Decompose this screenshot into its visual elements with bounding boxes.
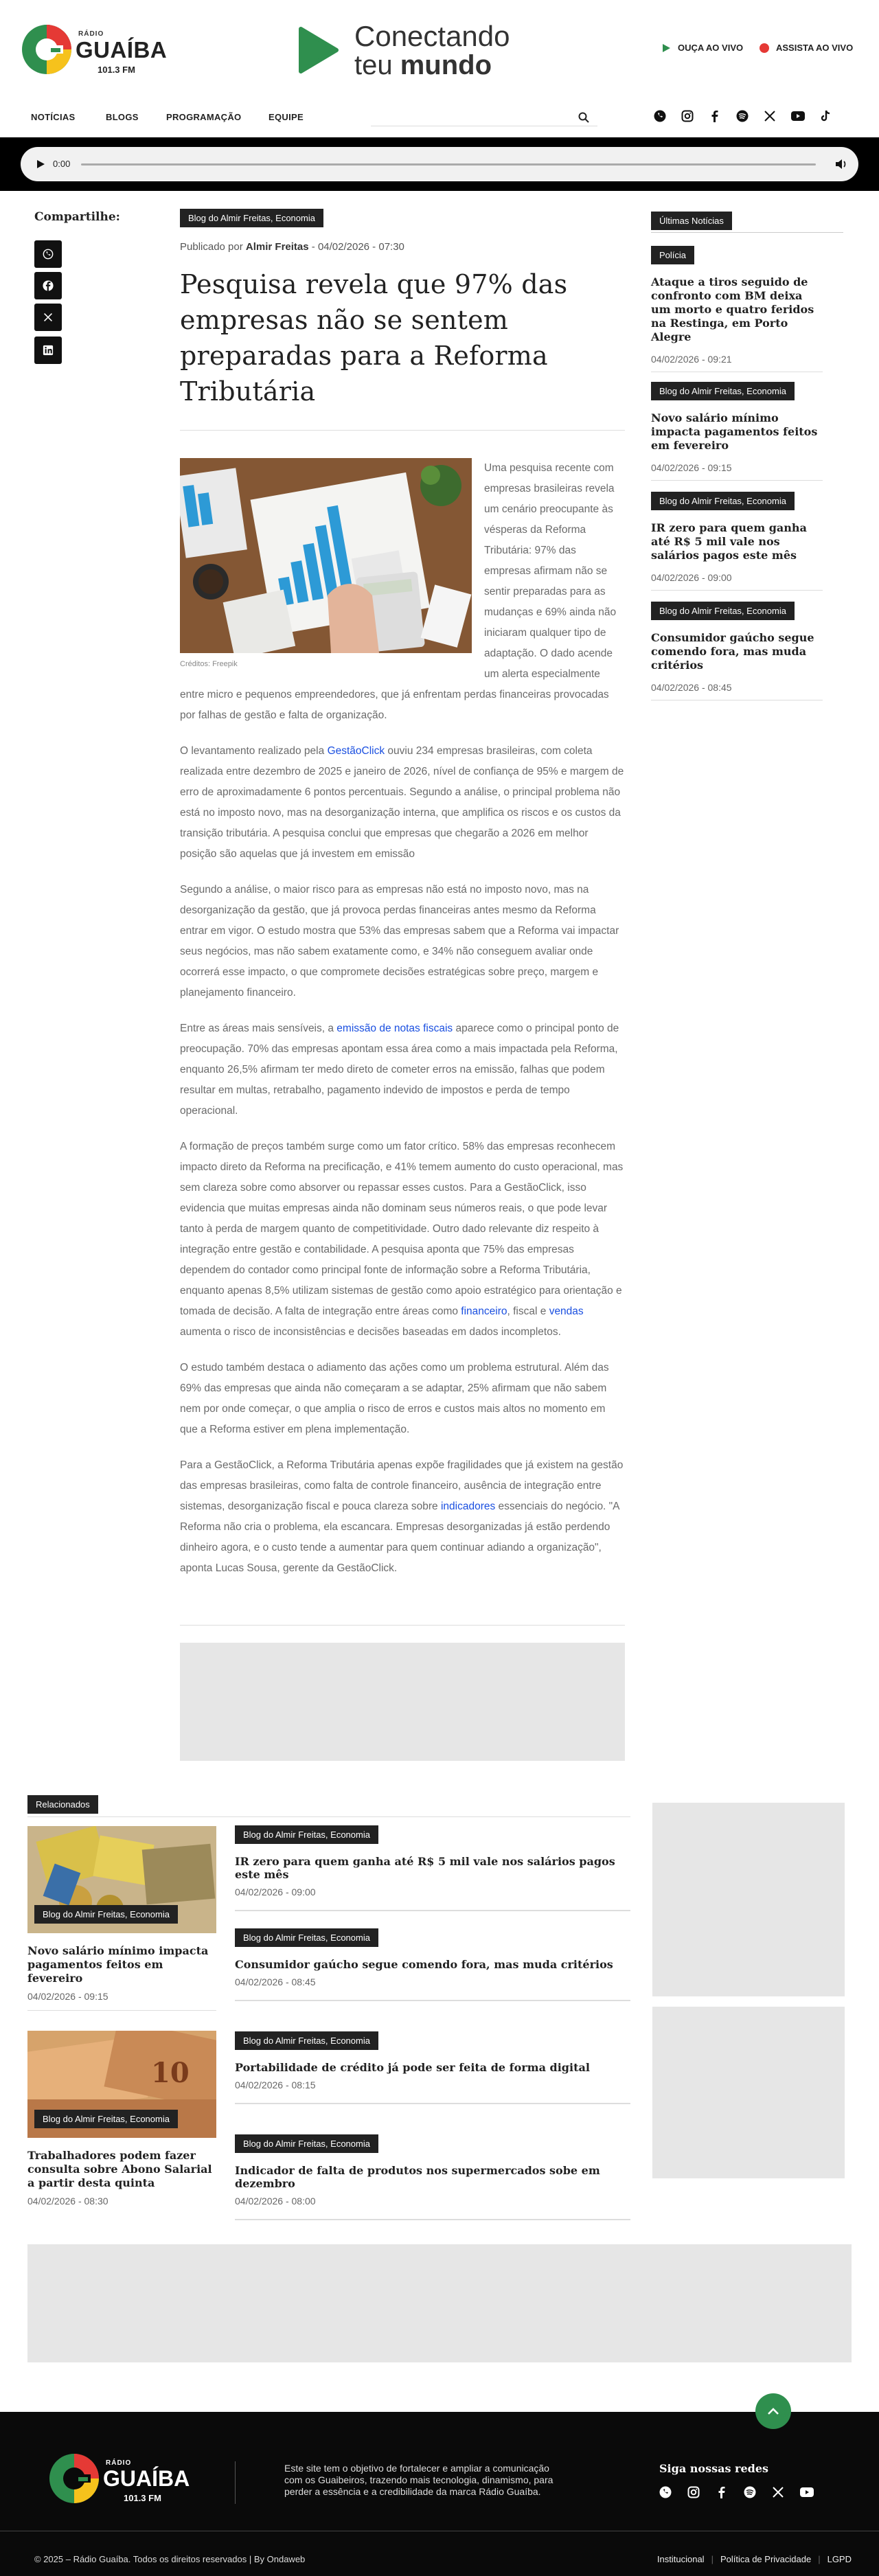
related-card-title[interactable]: Trabalhadores podem fazer consulta sobre Abono Salarial a partir desta quinta (27, 2149, 212, 2189)
share-linkedin-button[interactable] (34, 337, 62, 364)
whatsapp-icon[interactable] (659, 2486, 672, 2498)
paragraph-3: Segundo a análise, o maior risco para as empresas não está no imposto novo, mas na desorganização da gestão, que já provoca perdas financeiras antes mesmo da Reforma entrar em vigor. O estudo mostra que 53% das empresas sabem que a Reforma vai impactar seus negócios, mas não sabem exatamente como, e 34% não conseguem avaliar onde ocorrerá esse impacto, o que compromete decisões estratégicas sobre preço, margem e planejamento financeiro. (180, 884, 619, 999)
related-card-title[interactable]: Novo salário mínimo impacta pagamentos feitos em fevereiro (27, 1944, 209, 1985)
latest-news-sidebar (651, 212, 823, 693)
site-footer (0, 2412, 879, 2576)
sidebar-news-item[interactable] (651, 602, 823, 700)
indicadores-link[interactable]: indicadores (440, 1501, 496, 1512)
radio-guaiba-logo[interactable] (21, 21, 168, 79)
related-card-image[interactable] (27, 1826, 216, 1933)
watch-live-link[interactable] (760, 43, 853, 53)
x-icon[interactable] (764, 110, 776, 122)
logo-brand: GUAÍBA (76, 37, 168, 62)
footer-link-institucional[interactable]: Institucional (657, 2554, 705, 2564)
share-whatsapp-button[interactable] (34, 240, 62, 268)
spotify-icon[interactable] (744, 2486, 756, 2498)
nav-item-noticias[interactable]: NOTÍCIAS (31, 112, 76, 122)
header-banner[interactable] (297, 21, 530, 79)
youtube-icon[interactable] (791, 110, 805, 122)
footer-copyright: © 2025 – Rádio Guaíba. Todos os direitos reservados | By Ondaweb (34, 2554, 306, 2564)
footer-socials (659, 2486, 814, 2498)
related-item-divider (235, 2000, 630, 2001)
financeiro-link[interactable]: financeiro (461, 1306, 507, 1317)
live-dot-icon (760, 43, 769, 53)
nav-item-programacao[interactable]: PROGRAMAÇÃO (166, 112, 242, 122)
chevron-up-icon (767, 2407, 779, 2415)
gestaoclick-link[interactable]: GestãoClick (327, 745, 385, 757)
player-time: 0:00 (53, 159, 71, 169)
article-title: Pesquisa revela que 97% das empresas não se sentem preparadas para a Reforma Tributária (180, 269, 568, 407)
article-figure (180, 458, 472, 670)
related-list-item[interactable] (235, 2134, 630, 2220)
related-card[interactable] (27, 1826, 216, 2011)
ad-slot-side-1[interactable] (652, 1803, 845, 1996)
related-item-title[interactable]: Indicador de falta de produtos nos supermercados sobe em dezembro (235, 2164, 600, 2190)
article-meta (180, 241, 625, 253)
related-list-item[interactable] (235, 2031, 630, 2104)
paragraph-6: O estudo também destaca o adiamento das ações como um problema estrutural. Além das 69% das empresas que ainda não começaram a se adaptar, 25% afirmam que não sabem nem por onde começar, o que amplia o risco de erros e custos mais altos no momento em que a Reforma estiver em plena implementação. (180, 1362, 609, 1435)
published-prefix: Publicado por (180, 241, 243, 253)
banner-line2: teu mundo (354, 50, 492, 80)
image-caption: Créditos: Freepik (180, 660, 238, 668)
listen-live-link[interactable] (661, 43, 743, 53)
footer-logo-frequency: 101.3 FM (124, 2493, 161, 2503)
related-item-date: 04/02/2026 - 08:45 (235, 1976, 316, 1987)
related-item-date: 04/02/2026 - 08:00 (235, 2196, 316, 2207)
related-item-category[interactable]: Blog do Almir Freitas, Economia (235, 1825, 378, 1844)
whatsapp-icon (43, 249, 54, 260)
related-item-title[interactable]: Portabilidade de crédito já pode ser feita de forma digital (235, 2061, 590, 2074)
sidebar-item-category[interactable]: Blog do Almir Freitas, Economia (651, 382, 795, 400)
back-to-top-button[interactable] (755, 2393, 791, 2429)
sidebar-item-date: 04/02/2026 - 08:45 (651, 682, 732, 693)
sidebar-news-item[interactable] (651, 382, 823, 481)
listen-live-label: OUÇA AO VIVO (678, 43, 744, 53)
related-card-category[interactable]: Blog do Almir Freitas, Economia (34, 2110, 178, 2128)
related-item-date: 04/02/2026 - 08:15 (235, 2079, 316, 2090)
footer-about: Este site tem o objetivo de fortalecer e ampliar a comunicação com os Guaibeiros, trazendo mais tecnologia, dinamismo, para perder a essência e a credibilidade da marca Rádio Guaíba. (284, 2463, 553, 2497)
play-icon[interactable] (36, 159, 45, 169)
related-item-divider (235, 2103, 630, 2104)
share-facebook-button[interactable] (34, 272, 62, 299)
latest-news-heading: Últimas Notícias (651, 212, 732, 230)
article-date: - 04/02/2026 - 07:30 (311, 241, 404, 253)
sidebar-news-item[interactable] (651, 246, 823, 372)
related-card-date: 04/02/2026 - 09:15 (27, 1991, 109, 2002)
watch-live-label: ASSISTA AO VIVO (776, 43, 854, 53)
article-body (180, 458, 625, 1579)
article-end-divider (180, 1625, 625, 1626)
sidebar-heading-rule (651, 232, 843, 233)
footer-social-heading: Siga nossas redes (659, 2462, 769, 2475)
banknote-value: 10 (151, 2057, 190, 2089)
related-item-category[interactable]: Blog do Almir Freitas, Economia (235, 2134, 378, 2153)
paragraph-2: O levantamento realizado pela GestãoClick ouviu 234 empresas brasileiras, com coleta realizada entre dezembro de 2025 e janeiro de 2026, nível de confiança de 95% e margem de erro de aproximadamente 6 pontos percentuais. Segundo a análise, o principal problema não está no imposto novo, mas na desorganização interna, que amplifica os riscos e os custos da transição tributária. A pesquisa conclui que empresas que chegarão a 2026 em melhor posição são aquelas que já investem em emissão (180, 745, 624, 860)
related-list-item[interactable] (235, 1928, 630, 2001)
audio-player (21, 147, 858, 181)
related-heading-rule (27, 1816, 630, 1817)
banner-line1: Conectando (354, 20, 510, 52)
sidebar-item-divider (651, 590, 823, 591)
footer-logo-brand: GUAÍBA (103, 2466, 190, 2491)
sidebar-item-category[interactable]: Blog do Almir Freitas, Economia (651, 602, 795, 620)
sidebar-item-divider (651, 480, 823, 481)
related-card[interactable] (27, 2031, 216, 2207)
play-triangle-icon (297, 26, 339, 74)
related-item-divider (235, 1910, 630, 1911)
related-card-image[interactable] (27, 2031, 216, 2138)
sidebar-item-title[interactable]: IR zero para quem ganha até R$ 5 mil vale nos salários pagos este mês (651, 521, 807, 562)
related-card-date: 04/02/2026 - 08:30 (27, 2196, 109, 2207)
footer-divider (235, 2461, 236, 2504)
site-header (0, 0, 879, 100)
ad-slot-article[interactable] (180, 1643, 625, 1761)
nav-item-blogs[interactable]: BLOGS (106, 112, 139, 122)
footer-link-separator: | (711, 2554, 714, 2564)
sidebar-item-date: 04/02/2026 - 09:00 (651, 572, 732, 583)
related-item-category[interactable]: Blog do Almir Freitas, Economia (235, 2031, 378, 2050)
footer-link-privacidade[interactable]: Política de Privacidade (720, 2554, 812, 2564)
header-socials (654, 110, 831, 122)
whatsapp-icon[interactable] (654, 110, 666, 122)
logo-small: RÁDIO (78, 30, 104, 38)
nav-item-equipe[interactable]: EQUIPE (269, 112, 304, 122)
sidebar-item-date: 04/02/2026 - 09:21 (651, 354, 732, 365)
footer-logo-small: RÁDIO (106, 2459, 132, 2467)
notas-fiscais-link[interactable]: emissão de notas fiscais (336, 1023, 453, 1034)
title-divider (180, 430, 625, 431)
related-heading: Relacionados (27, 1795, 98, 1814)
audio-player-bar (0, 137, 879, 191)
sidebar-item-category[interactable]: Polícia (651, 246, 694, 264)
sidebar-item-date: 04/02/2026 - 09:15 (651, 462, 732, 473)
article-author[interactable]: Almir Freitas (245, 241, 309, 253)
facebook-icon[interactable] (716, 2486, 728, 2498)
sidebar-news-item[interactable] (651, 492, 823, 591)
facebook-icon (43, 280, 54, 291)
article-category-badge[interactable]: Blog do Almir Freitas, Economia (180, 209, 323, 227)
related-item-title[interactable]: IR zero para quem ganha até R$ 5 mil vale nos salários pagos este mês (235, 1855, 615, 1881)
ad-slot-side-2[interactable] (652, 2007, 845, 2178)
youtube-icon[interactable] (800, 2486, 814, 2498)
instagram-icon[interactable] (687, 2486, 700, 2498)
paragraph-4: Entre as áreas mais sensíveis, a emissão de notas fiscais aparece como o principal ponto de preocupação. 70% das empresas apontam essa área como a mais impactada pela Reforma, enquanto 26,5% afirmam ter medo direto de cometer erros na emissão, falhas que podem resultar em multas, retrabalho, pagamento indevido de impostos e perda de tempo operacional. (180, 1023, 619, 1117)
x-icon[interactable] (772, 2486, 784, 2498)
play-icon (661, 43, 671, 53)
share-label: Compartilhe: (34, 210, 120, 224)
spotify-icon[interactable] (736, 110, 749, 122)
logo-frequency: 101.3 FM (98, 65, 135, 75)
footer-logo[interactable] (48, 2451, 190, 2506)
paragraph-5: A formação de preços também surge como um fator crítico. 58% das empresas reconhecem impacto direto da Reforma na precificação, e 41% temem aumento do custo operacional, mas sem clareza sobre como absorver ou repassar esses custos. Para a GestãoClick, isso evidencia que muitas empresas ainda não dominam seus números reais, o que pode levar tanto à perda de margem quanto de competitividade. Outro dado relevante diz respeito à integração entre gestão e contabilidade. A pesquisa aponta que 75% das empresas dependem do contador como principal fonte de informação sobre a Reforma Tributária, enquanto apenas 8,5% utilizam sistemas de gestão como apoio estratégico para orientação e tomada de decisão. A falta de integração entre áreas como financeiro, fiscal e vendas aumenta o risco de inconsistências e decisões baseadas em dados incompletos. (180, 1141, 624, 1338)
instagram-icon[interactable] (681, 110, 694, 122)
related-item-category[interactable]: Blog do Almir Freitas, Economia (235, 1928, 378, 1947)
volume-icon[interactable] (835, 159, 847, 170)
vendas-link[interactable]: vendas (549, 1306, 584, 1317)
related-list-item[interactable] (235, 1825, 630, 1911)
related-item-divider (235, 2219, 630, 2220)
tiktok-icon[interactable] (820, 110, 831, 122)
facebook-icon[interactable] (709, 110, 721, 122)
footer-link-separator: | (818, 2554, 821, 2564)
ad-slot-wide[interactable] (27, 2244, 852, 2362)
sidebar-item-title[interactable]: Novo salário mínimo impacta pagamentos feitos em fevereiro (651, 411, 818, 452)
paragraph-1: Uma pesquisa recente com empresas brasileiras revela um cenário preocupante às vésperas da Reforma Tributária: 97% das empresas afirmam não se sentir preparadas para as mudanças e 69% ainda não iniciaram qualquer tipo de adaptação. O dado acende um alerta especialmente entre micro e pequenos empreendedores, que já enfrentam perdas financeiras provocadas por falhas de gestão e falta de organização. (180, 462, 617, 721)
x-icon (43, 312, 53, 322)
sidebar-item-category[interactable]: Blog do Almir Freitas, Economia (651, 492, 795, 510)
article (180, 209, 625, 1594)
footer-link-lgpd[interactable]: LGPD (827, 2554, 852, 2564)
player-progress-track[interactable] (81, 163, 816, 166)
paragraph-7: Para a GestãoClick, a Reforma Tributária apenas expõe fragilidades que já existem na gestão das empresas brasileiras, como falta de controle financeiro, ausência de integração entre sistemas, desorganização fiscal e pouca clareza sobre indicadores essenciais do negócio. "A Reforma não cria o problema, ela escancara. Empresas desorganizadas já estão perdendo dinheiro agora, e o custo tende a aumentar para quem continuar adiando a organização", aponta Lucas Sousa, gerente da GestãoClick. (180, 1459, 624, 1574)
related-item-date: 04/02/2026 - 09:00 (235, 1887, 316, 1897)
related-card-divider (27, 2010, 216, 2011)
related-item-title[interactable]: Consumidor gaúcho segue comendo fora, mas muda critérios (235, 1958, 613, 1971)
footer-links (657, 2554, 852, 2564)
article-image (180, 458, 472, 653)
sidebar-item-title[interactable]: Ataque a tiros seguido de confronto com BM deixa um morto e quatro feridos na Restinga, em Porto Alegre (651, 275, 814, 343)
related-card-category[interactable]: Blog do Almir Freitas, Economia (34, 1905, 178, 1924)
sidebar-item-title[interactable]: Consumidor gaúcho segue comendo fora, mas muda critérios (651, 631, 814, 672)
search-icon[interactable] (578, 112, 589, 123)
linkedin-icon (43, 345, 54, 356)
share-x-button[interactable] (34, 304, 62, 331)
